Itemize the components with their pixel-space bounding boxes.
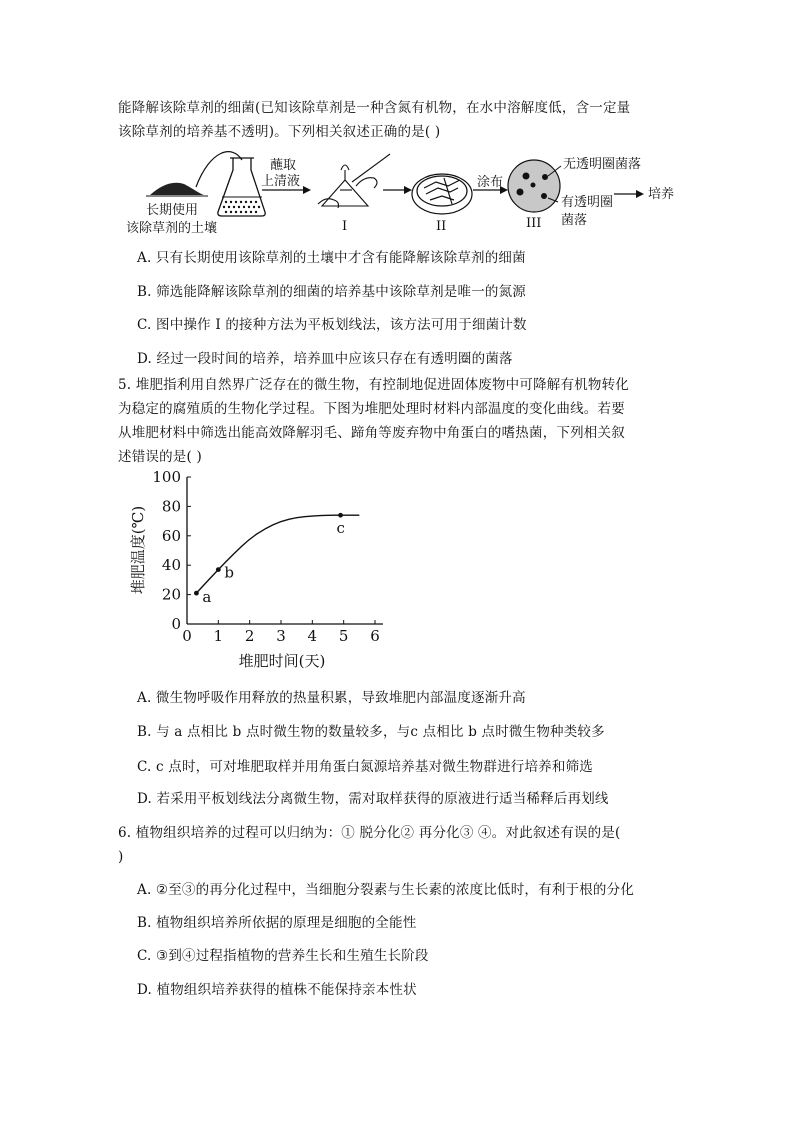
- roman-numeral-3: III: [526, 216, 542, 231]
- roman-numeral-2: II: [436, 219, 447, 234]
- q5-option-d: D. 若采用平板划线法分离微生物，需对取样获得的原液进行适当稀释后再划线: [137, 791, 609, 807]
- y-axis-label: 堆肥温度(℃): [129, 505, 147, 595]
- q6-stem-line-1: 6. 植物组织培养的过程可以归纳为：① 脱分化② 再分化③ ④。对此叙述有误的是(: [118, 825, 621, 841]
- q5-option-c: C. c 点时，可对堆肥取样并用角蛋白氮源培养基对微生物群进行培养和筛选: [137, 759, 593, 775]
- x-tick-label: 6: [370, 627, 380, 645]
- point-a: [194, 591, 199, 596]
- point-b: [216, 567, 221, 572]
- arrow-4-head-icon: [636, 190, 644, 198]
- x-tick-label: 4: [307, 627, 318, 645]
- q5-stem-line-4: 述错误的是( ): [118, 449, 202, 465]
- point-c: [338, 513, 343, 518]
- label-no-halo-colony: 无透明圈菌落: [563, 157, 642, 172]
- x-axis-label: 堆肥时间(天): [238, 652, 326, 670]
- y-tick-label: 20: [161, 585, 181, 604]
- q4-experiment-figure: [0, 142, 793, 242]
- temperature-curve: [196, 515, 359, 593]
- transfer-curve: [196, 152, 242, 187]
- arrow-1-head-icon: [303, 186, 311, 194]
- culture-plate-icon: [508, 160, 560, 212]
- y-axis-ticks: [152, 468, 191, 633]
- y-tick-label: 60: [161, 526, 181, 545]
- label-halo-colony-line-2: 菌落: [561, 213, 588, 228]
- q6-option-c: C. ③到④过程指植物的营养生长和生殖生长阶段: [137, 948, 429, 964]
- x-tick-label: 2: [244, 627, 255, 645]
- q5-stem-line-1: 5. 堆肥指利用自然界广泛存在的微生物，有控制地促进固体废物中可降解有机物转化: [118, 377, 629, 393]
- x-tick-label: 1: [213, 627, 224, 645]
- point-label-b: b: [224, 563, 234, 582]
- soil-mound-icon: [150, 183, 204, 195]
- point-label-a: a: [202, 588, 212, 607]
- y-tick-label: 100: [152, 468, 181, 486]
- x-tick-label: 3: [276, 627, 286, 645]
- q5-option-b: B. 与 a 点相比 b 点时微生物的数量较多，与c 点相比 b 点时微生物种类较多: [137, 724, 605, 740]
- q4-option-a: A. 只有长期使用该除草剂的土壤中才含有能降解该除草剂的细菌: [137, 250, 526, 266]
- flask-icon: [218, 158, 265, 216]
- point-label-c: c: [336, 519, 345, 538]
- step2-label: 涂布: [477, 175, 504, 190]
- y-tick-label: 0: [171, 615, 181, 633]
- soil-label-line-2: 该除草剂的土壤: [126, 221, 218, 236]
- roman-numeral-1: I: [342, 219, 348, 234]
- q5-stem-line-2: 为稳定的腐殖质的生物化学过程。下图为堆肥处理时材料内部温度的变化曲线。若要: [118, 401, 625, 417]
- inoculation-icon: [318, 154, 390, 208]
- y-tick-label: 40: [161, 556, 181, 575]
- q4-stem-line-1: 能降解该除草剂的细菌(已知该除草剂是一种含氮有机物，在水中溶解度低，含一定量: [118, 100, 631, 116]
- soil-label-line-1: 长期使用: [146, 203, 199, 218]
- q6-stem-line-2: ): [118, 849, 124, 865]
- q4-stem-line-2: 该除草剂的培养基不透明)。下列相关叙述正确的是( ): [118, 124, 441, 140]
- step1-label-line-1: 蘸取: [270, 158, 297, 173]
- y-tick-label: 80: [161, 497, 181, 516]
- q5-stem-line-3: 从堆肥材料中筛选出能高效降解羽毛、蹄角等废弃物中角蛋白的嗜热菌，下列相关叙: [118, 425, 625, 441]
- compost-temperature-chart: [0, 460, 793, 675]
- q6-option-b: B. 植物组织培养所依据的原理是细胞的全能性: [137, 915, 417, 931]
- arrow-2-head-icon: [404, 186, 412, 194]
- step3-label: 培养: [648, 187, 675, 202]
- q6-option-a: A. ②至③的再分化过程中，当细胞分裂素与生长素的浓度比低时，有利于根的分化: [137, 882, 635, 898]
- q4-option-d: D. 经过一段时间的培养，培养皿中应该只存在有透明圈的菌落: [137, 351, 513, 367]
- x-tick-label: 5: [338, 627, 349, 645]
- chart-series: [196, 515, 359, 593]
- q4-option-b: B. 筛选能降解该除草剂的细菌的培养基中该除草剂是唯一的氮源: [137, 284, 527, 300]
- label-halo-colony-line-1: 有透明圈: [561, 195, 614, 210]
- q5-option-a: A. 微生物呼吸作用释放的热量积累，导致堆肥内部温度逐渐升高: [137, 690, 526, 706]
- x-tick-label: 0: [182, 627, 192, 645]
- petri-dish-icon: [412, 174, 472, 214]
- q4-option-c: C. 图中操作 I 的接种方法为平板划线法，该方法可用于细菌计数: [137, 317, 527, 333]
- step1-label-line-2: 上清液: [261, 174, 301, 189]
- q6-option-d: D. 植物组织培养获得的植株不能保持亲本性状: [137, 982, 417, 998]
- chart-axes: [187, 477, 383, 624]
